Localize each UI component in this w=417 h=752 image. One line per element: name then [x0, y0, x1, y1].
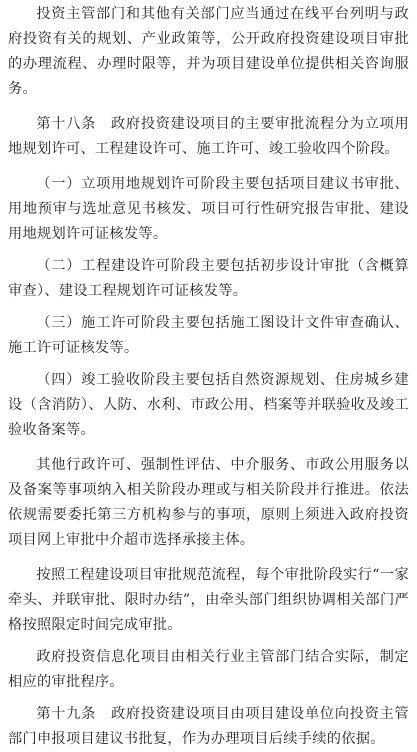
- paragraph-stage-4: （四）竣工验收阶段主要包括自然资源规划、住房城乡建设（含消防）、人防、水利、市政公用、档案等并联验收及竣工验收备案等。: [8, 372, 409, 438]
- paragraph-stage-1: （一）立项用地规划许可阶段主要包括项目建议书审批、用地预审与选址意见书核发、项目可行性研究报告审批、建设用地规划许可证核发等。: [8, 176, 409, 242]
- paragraph-stage-2: （二）工程建设许可阶段主要包括初步设计审批（含概算审查）、建设工程规划许可证核发等。: [8, 258, 409, 299]
- paragraph-other-matters: 其他行政许可、强制性评估、中介服务、市政公用服务以及备案等事项纳入相关阶段办理或与相关阶段并行推进。依法依规需要委托第三方机构参与的事项，原则上须进入政府投资项目网上审批中介超市选择承接主体。: [8, 457, 409, 548]
- paragraph-article-19: 第十九条 政府投资建设项目由项目建设单位向投资主管部门申报项目建议书批复，作为办理项目后续手续的依据。: [8, 706, 409, 747]
- paragraph-article-18: 第十八条 政府投资建设项目的主要审批流程分为立项用地规划许可、工程建设许可、施工许可、竣工验收四个阶段。: [8, 116, 409, 157]
- paragraph-intro: 投资主管部门和其他有关部门应当通过在线平台列明与政府投资有关的规划、产业政策等，公开政府投资建设项目审批的办理流程、办理时限等，并为项目建设单位提供相关咨询服务。: [8, 6, 409, 97]
- paragraph-it-projects: 政府投资信息化项目由相关行业主管部门结合实际，制定相应的审批程序。: [8, 649, 409, 690]
- paragraph-stage-3: （三）施工许可阶段主要包括施工图设计文件审查确认、施工许可证核发等。: [8, 315, 409, 356]
- paragraph-approval-process: 按照工程建设项目审批规范流程，每个审批阶段实行“一家牵头、并联审批、限时办结”，由牵头部门组织协调相关部门严格按照限定时间完成审批。: [8, 567, 409, 633]
